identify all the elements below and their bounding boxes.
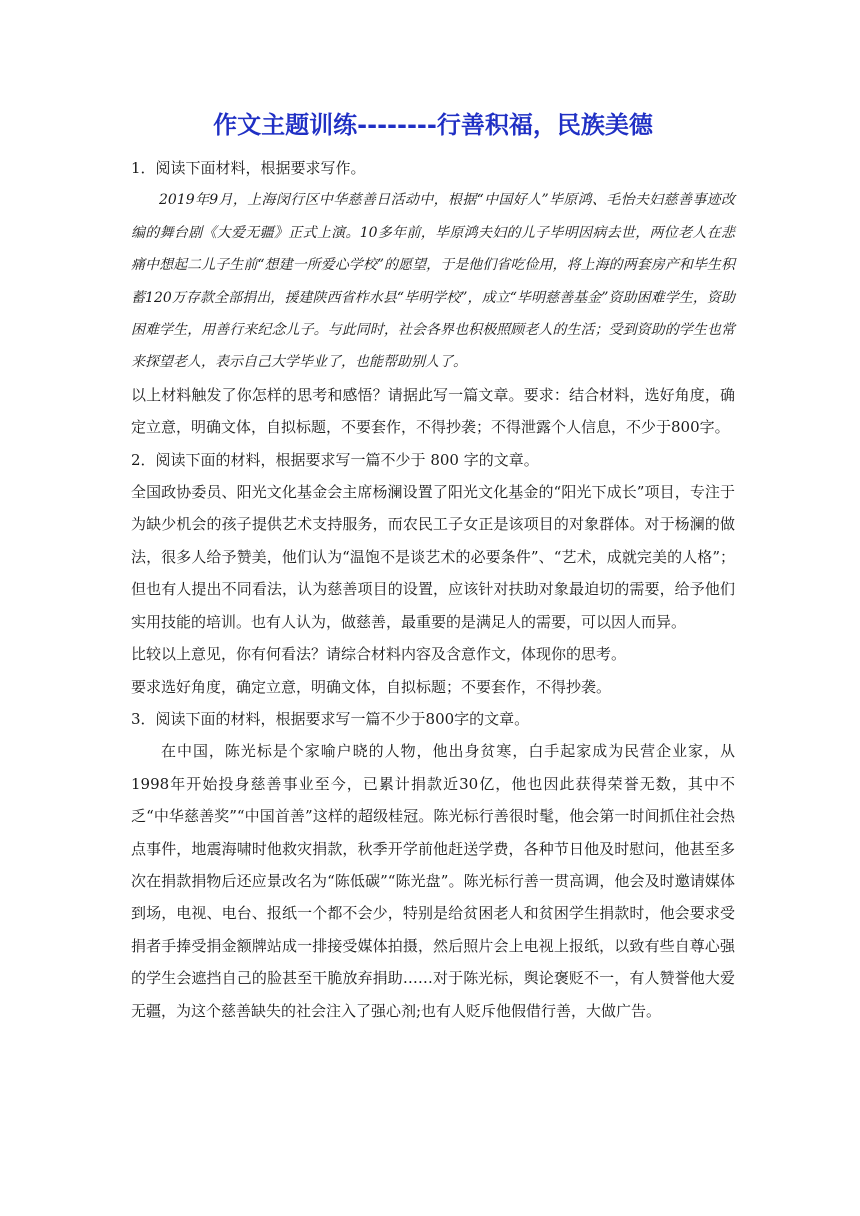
question-heading: 1．阅读下面材料，根据要求写作。 — [131, 159, 366, 177]
document-title: 作文主题训练--------行善积福，民族美德 — [213, 111, 653, 139]
document-page — [131, 108, 735, 1027]
requirement-paragraph: 要求选好角度，确定立意，明确文体，自拟标题；不要套作，不得抄袭。 — [131, 677, 612, 696]
prompt-paragraph: 比较以上意见，你有何看法？请综合材料内容及含意作文，体现你的思考。 — [131, 645, 627, 664]
material-paragraph: 2019年9月，上海闵行区中华慈善日活动中，根据“中国好人”毕原鸿、毛怡夫妇慈善事迹改编的舞台剧《大爱无疆》正式上演。10多年前，毕原鸿夫妇的儿子毕明因病去世，两位老人在悲痛中想起二儿子生前“想建一所爱心学校”的愿望，于是他们省吃俭用，将上海的两套房产和毕生积蓄120万存款全部捐出，援建陕西省柞水县“毕明学校”，成立“毕明慈善基金”资助困难学生，资助困难学生，用善行来纪念儿子。与此同时，社会各界也积极照顾老人的生活；受到资助的学生也常来探望老人，表示自己大学毕业了，也能帮助别人了。 — [131, 192, 735, 371]
material-paragraph: 全国政协委员、阳光文化基金会主席杨澜设置了阳光文化基金的“阳光下成长”项目，专注于为缺少机会的孩子提供艺术支持服务，而农民工子女正是该项目的对象群体。对于杨澜的做法，很多人给予赞美，他们认为“温饱不是谈艺术的必要条件”、“艺术，成就完美的人格”；但也有人提出不同看法，认为慈善项目的设置，应该针对扶助对象最迫切的需要，给予他们实用技能的培训。也有人认为，做慈善，最重要的是满足人的需要，可以因人而异。 — [131, 483, 735, 631]
material-paragraph: 在中国，陈光标是个家喻户晓的人物，他出身贫寒，白手起家成为民营企业家，从1998年开始投身慈善事业至今，已累计捐款近30亿，他也因此获得荣誉无数，其中不乏“中华慈善奖”“中国首善”这样的超级桂冠。陈光标行善很时髦，他会第一时间抓住社会热点事件，地震海啸时他救灾捐款，秋季开学前他赶送学费，各种节日他及时慰问，他甚至多次在捐款捐物后还应景改名为“陈低碳”“陈光盘”。陈光标行善一贯高调，他会及时邀请媒体到场，电视、电台、报纸一个都不会少，特别是给贫困老人和贫困学生捐款时，他会要求受捐者手捧受捐金额牌站成一排接受媒体拍摄，然后照片会上电视上报纸，以致有些自尊心强的学生会遮挡自己的脸甚至干脆放弃捐助……对于陈光标，舆论褒贬不一，有人赞誉他大爱无疆，为这个慈善缺失的社会注入了强心剂;也有人贬斥他假借行善，大做广告。 — [131, 742, 735, 1020]
question-1 — [131, 152, 735, 444]
question-2 — [131, 444, 735, 703]
requirement-paragraph: 以上材料触发了你怎样的思考和感悟？请据此写一篇文章。要求：结合材料，选好角度，确定立意，明确文体，自拟标题，不要套作，不得抄袭；不得泄露个人信息，不少于800字。 — [131, 385, 735, 437]
question-heading: 2．阅读下面的材料，根据要求写一篇不少于 800 字的文章。 — [131, 450, 539, 469]
question-3 — [131, 703, 735, 1027]
question-heading: 3．阅读下面的材料，根据要求写一篇不少于800字的文章。 — [131, 709, 530, 728]
